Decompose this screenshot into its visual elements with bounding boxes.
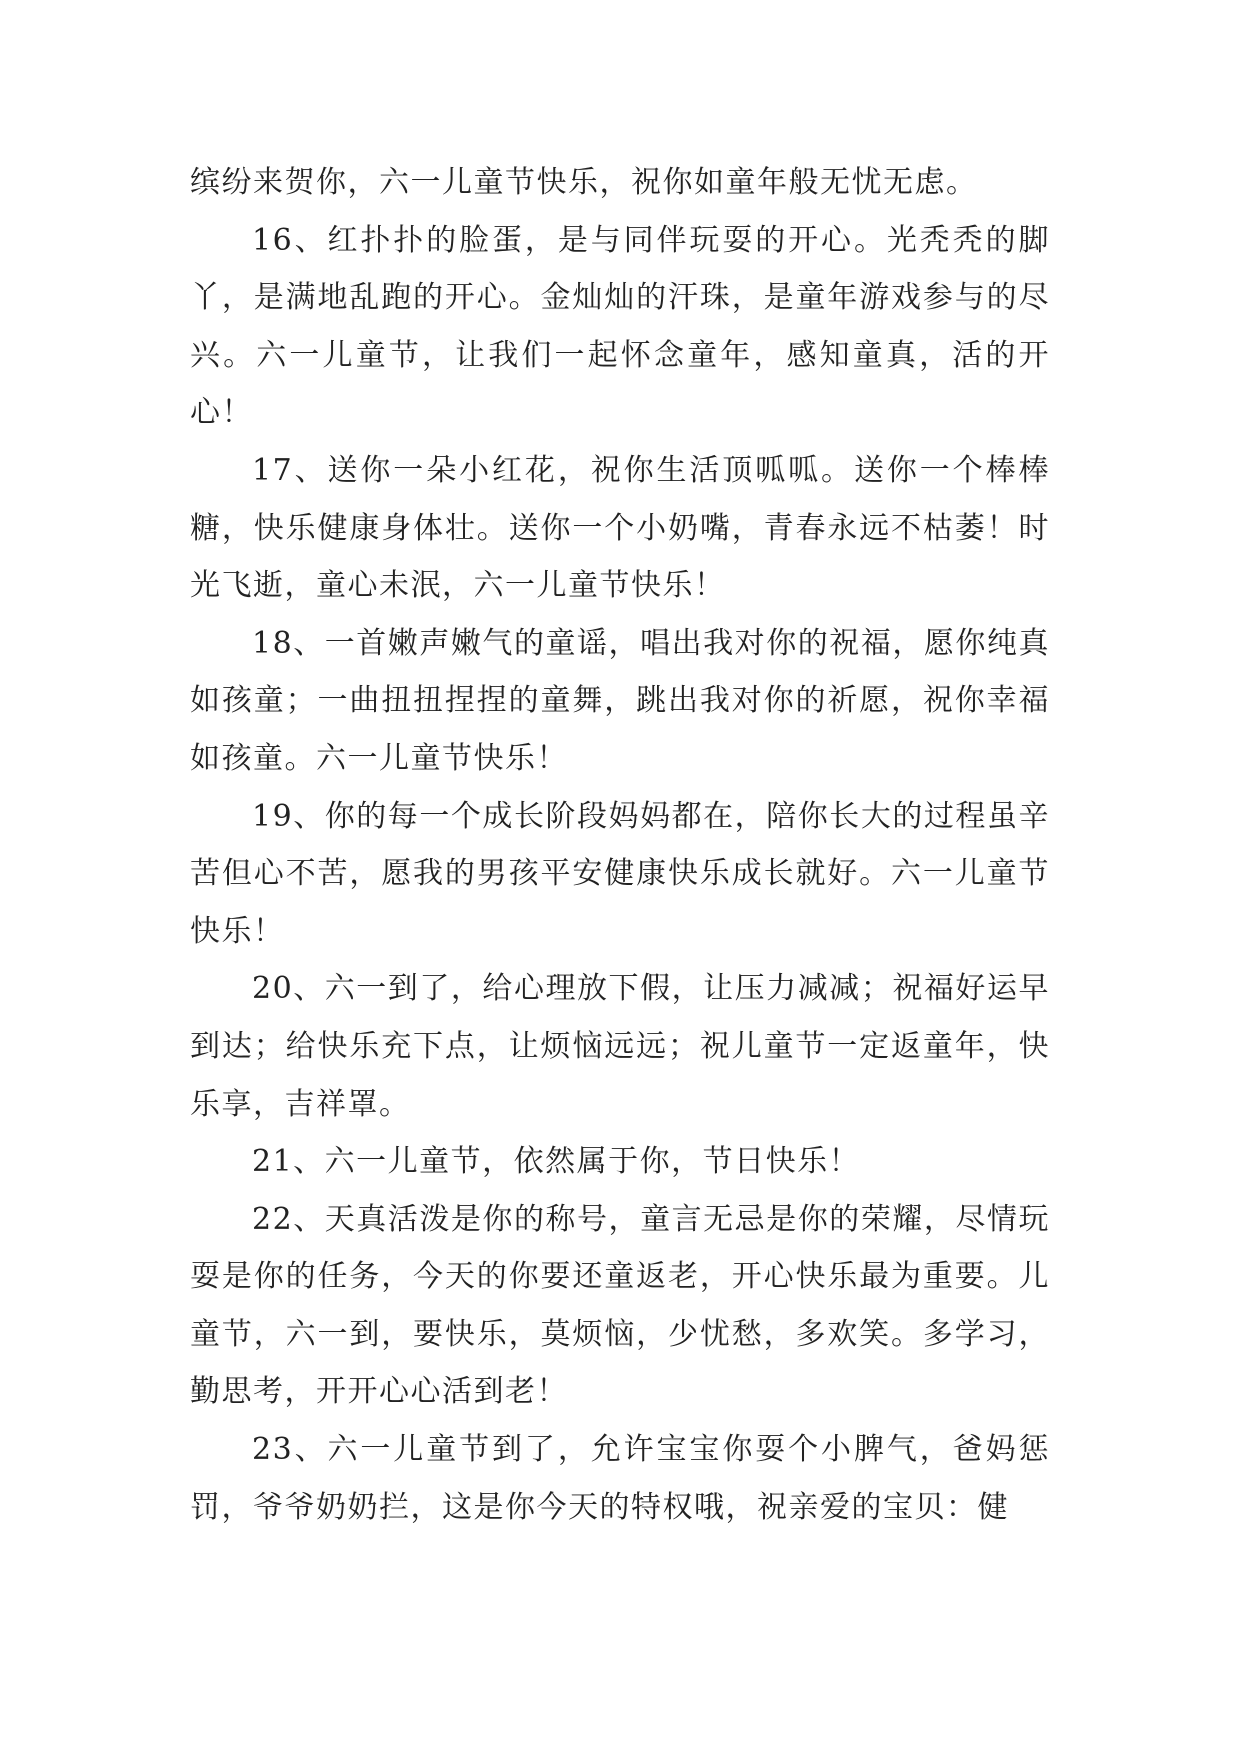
paragraph-16: 16、红扑扑的脸蛋，是与同伴玩耍的开心。光秃秃的脚丫，是满地乱跑的开心。金灿灿的汗珠，是童年游戏参与的尽兴。六一儿童节，让我们一起怀念童年，感知童真，活的开心！	[190, 222, 1050, 431]
paragraph-20: 20、六一到了，给心理放下假，让压力减减；祝福好运早到达；给快乐充下点，让烦恼远远；祝儿童节一定返童年，快乐享，吉祥罩。	[190, 971, 1050, 1122]
document-body	[190, 154, 1050, 1536]
paragraph-18: 18、一首嫩声嫩气的童谣，唱出我对你的祝福，愿你纯真如孩童；一曲扭扭捏捏的童舞，跳出我对你的祈愿，祝你幸福如孩童。六一儿童节快乐！	[190, 625, 1050, 776]
paragraph-22: 22、天真活泼是你的称号，童言无忌是你的荣耀，尽情玩耍是你的任务，今天的你要还童返老，开心快乐最为重要。儿童节，六一到，要快乐，莫烦恼，少忧愁，多欢笑。多学习，勤思考，开开心心活到老！	[190, 1201, 1050, 1410]
paragraph-continuation: 缤纷来贺你，六一儿童节快乐，祝你如童年般无忧无虑。	[190, 165, 978, 200]
paragraph-21: 21、六一儿童节，依然属于你，节日快乐！	[252, 1144, 861, 1180]
paragraph-19: 19、你的每一个成长阶段妈妈都在，陪你长大的过程虽辛苦但心不苦，愿我的男孩平安健康快乐成长就好。六一儿童节快乐！	[190, 798, 1050, 949]
paragraph-23: 23、六一儿童节到了，允许宝宝你耍个小脾气，爸妈惩罚，爷爷奶奶拦，这是你今天的特权哦，祝亲爱的宝贝：健	[190, 1432, 1050, 1525]
paragraph-17: 17、送你一朵小红花，祝你生活顶呱呱。送你一个棒棒糖，快乐健康身体壮。送你一个小奶嘴，青春永远不枯萎！时光飞逝，童心未泯，六一儿童节快乐！	[190, 452, 1050, 604]
